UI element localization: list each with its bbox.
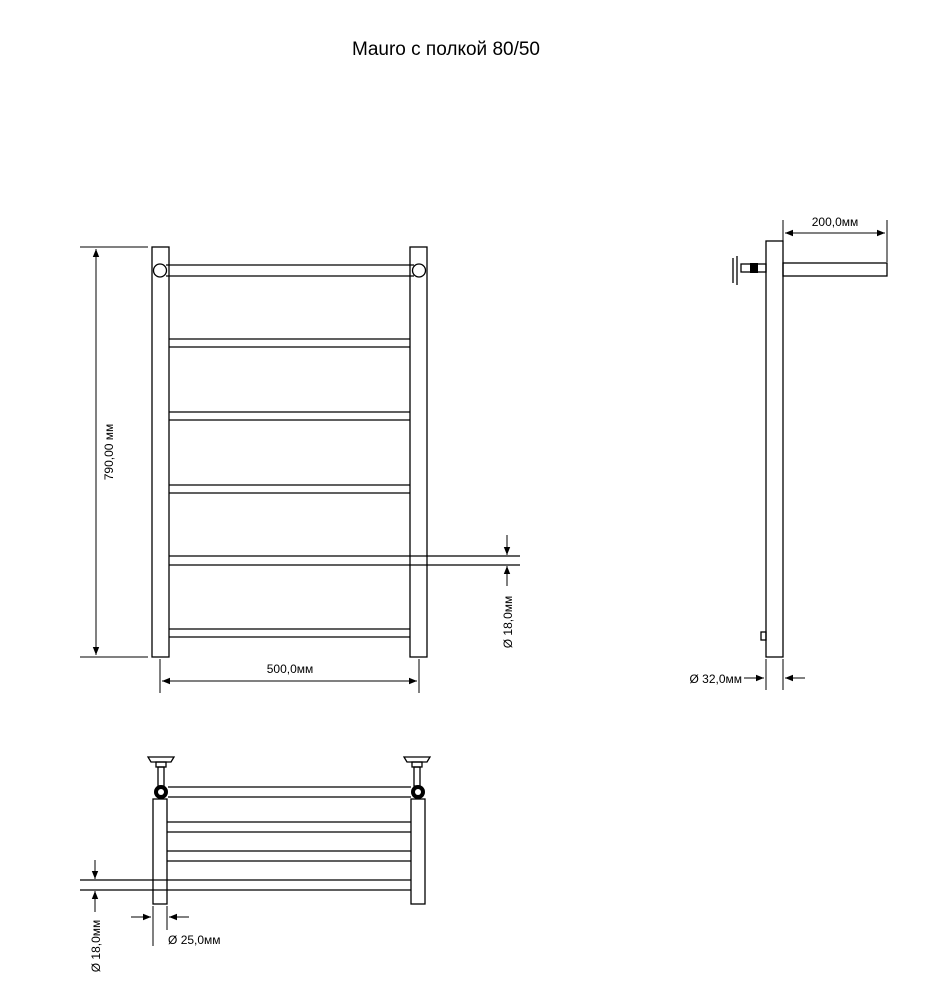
side-shelf (783, 263, 887, 276)
top-right-bracket (404, 757, 430, 799)
top-bar-diameter-label: Ø 18,0мм (89, 919, 103, 973)
post-diameter-label: Ø 32,0мм (689, 672, 742, 686)
top-left-post (153, 799, 167, 904)
side-bottom-valve (761, 632, 766, 640)
top-view (80, 757, 430, 972)
top-bar-diameter-dimension (89, 860, 103, 972)
top-left-bracket (148, 757, 174, 799)
shelf-depth-dimension (783, 215, 887, 262)
width-dimension (160, 659, 419, 693)
top-shelf-bar (167, 851, 411, 861)
front-right-post (410, 247, 427, 657)
front-left-post (152, 247, 169, 657)
top-shelf-bar (80, 880, 411, 890)
post-diameter-dimension (689, 659, 805, 690)
top-post-diameter-dimension (131, 906, 221, 947)
bar-diameter-dimension (501, 535, 515, 648)
shelf-depth-label: 200,0мм (811, 215, 859, 229)
height-dimension (80, 247, 148, 657)
width-label: 500,0мм (266, 662, 314, 676)
drawing-title: Mauro с полкой 80/50 (352, 39, 540, 60)
top-right-post (411, 799, 425, 904)
bar-diameter-label: Ø 18,0мм (501, 595, 515, 649)
front-top-rail (154, 264, 426, 277)
front-rung (169, 412, 410, 420)
top-shelf-bar (167, 822, 411, 832)
side-view (689, 215, 887, 690)
front-rung (169, 629, 410, 637)
front-rung (169, 556, 520, 565)
height-label: 790,00 мм (102, 423, 116, 481)
front-view (80, 247, 520, 693)
front-rung (169, 339, 410, 347)
front-rung (169, 485, 410, 493)
side-post (766, 241, 783, 657)
top-rail (168, 787, 411, 797)
side-wall-bracket (733, 256, 766, 285)
top-post-diameter-label: Ø 25,0мм (168, 933, 221, 947)
